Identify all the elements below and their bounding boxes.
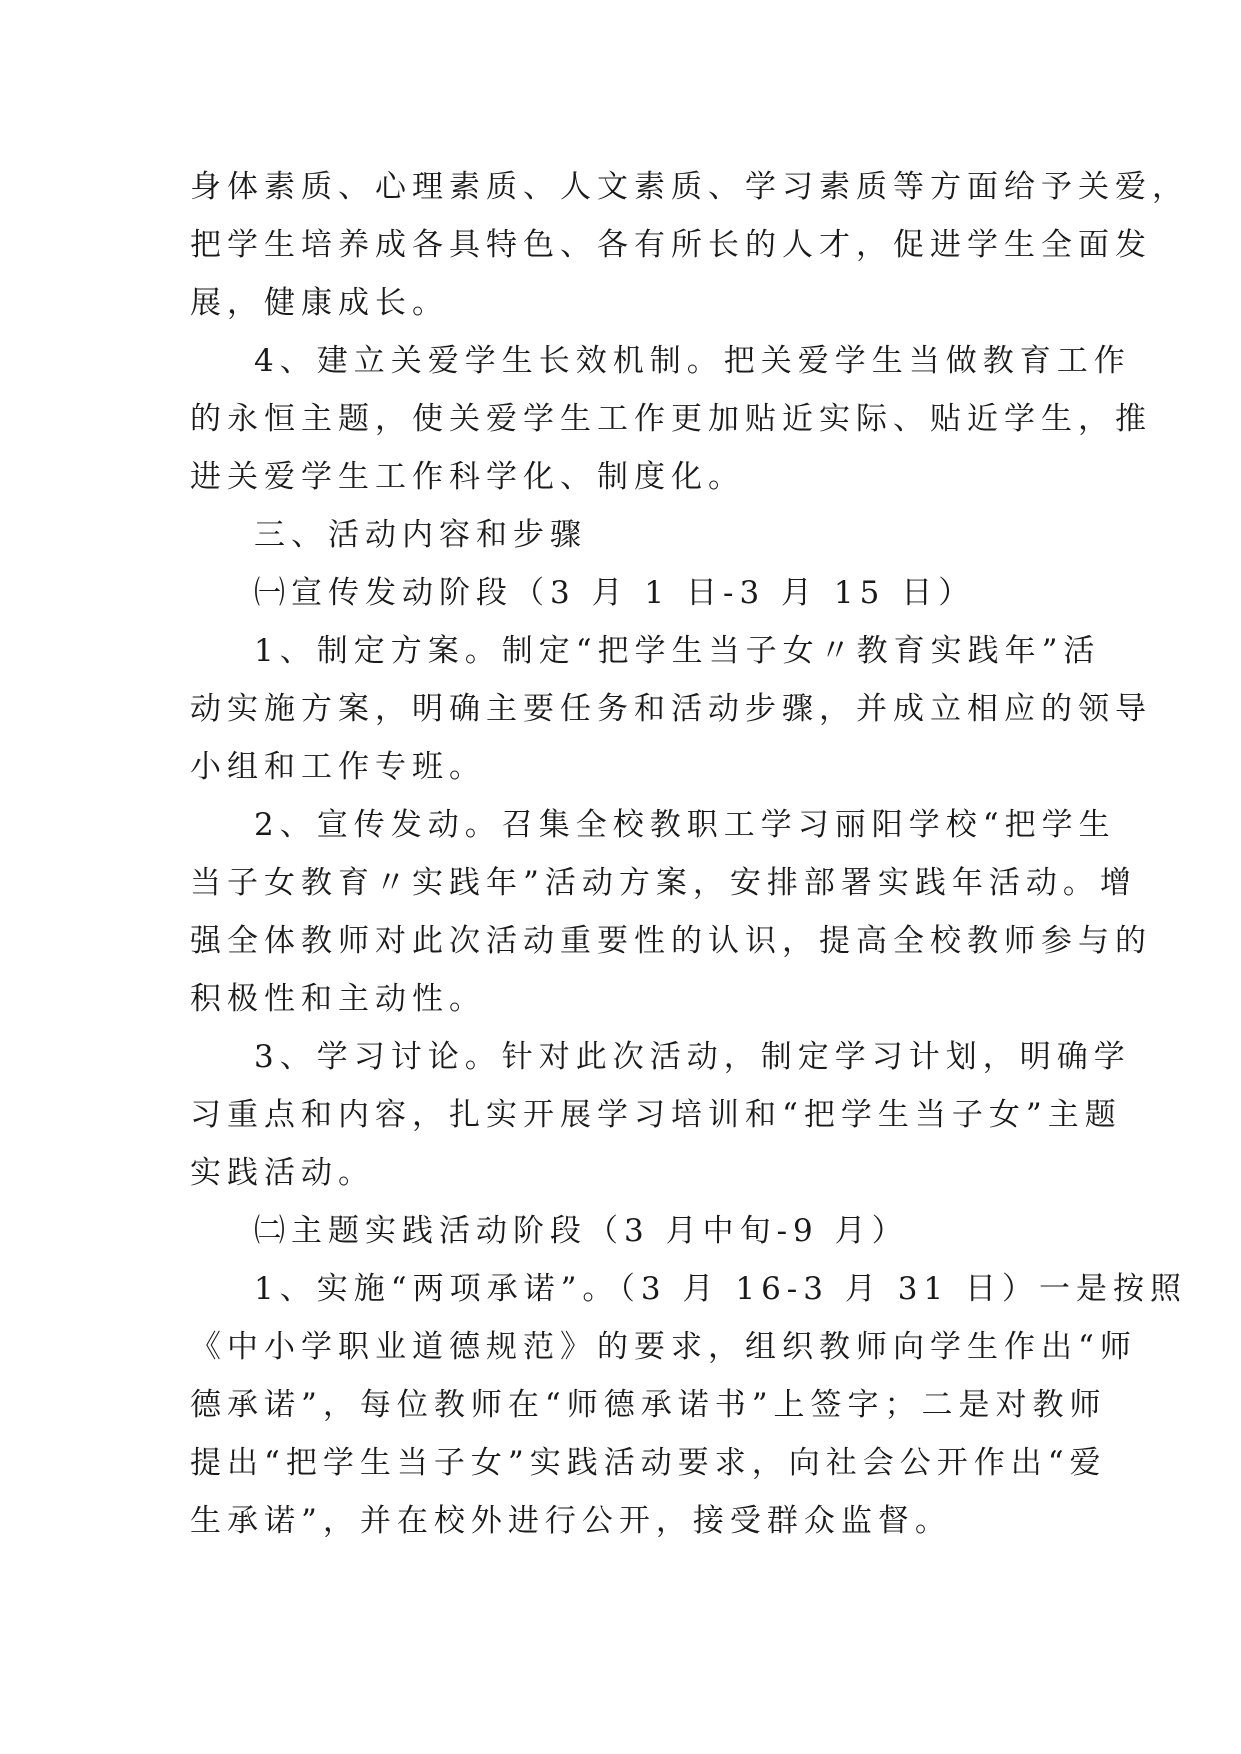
text-line: 4、建立关爱学生长效机制。把关爱学生当做教育工作 bbox=[254, 343, 1131, 379]
section-heading: 三、活动内容和步骤 bbox=[254, 517, 587, 553]
text-line: 进关爱学生工作科学化、制度化。 bbox=[190, 459, 745, 495]
text-line: 当子女教育〃实践年”活动方案，安排部署实践年活动。增 bbox=[190, 865, 1137, 901]
text-line: 《中小学职业道德规范》的要求，组织教师向学生作出“师 bbox=[190, 1329, 1137, 1365]
text-line: 3、学习讨论。针对此次活动，制定学习计划，明确学 bbox=[254, 1039, 1131, 1075]
text-line: 习重点和内容，扎实开展学习培训和“把学生当子女”主题 bbox=[190, 1097, 1122, 1133]
text-line: 展，健康成长。 bbox=[190, 285, 449, 321]
text-line: 身体素质、心理素质、人文素质、学习素质等方面给予关爱， bbox=[190, 169, 1189, 205]
subsection-heading: ㈡主题实践活动阶段（3 月中旬-9 月） bbox=[254, 1213, 909, 1249]
text-line: 德承诺”，每位教师在“师德承诺书”上签字；二是对教师 bbox=[190, 1387, 1107, 1423]
text-line: 实践活动。 bbox=[190, 1155, 375, 1191]
body-text bbox=[190, 158, 1189, 1550]
text-line: 的永恒主题，使关爱学生工作更加贴近实际、贴近学生，推 bbox=[190, 401, 1152, 437]
text-line: 动实施方案，明确主要任务和活动步骤，并成立相应的领导 bbox=[190, 691, 1152, 727]
text-line: 积极性和主动性。 bbox=[190, 981, 486, 1017]
text-line: 强全体教师对此次活动重要性的认识，提高全校教师参与的 bbox=[190, 923, 1152, 959]
subsection-heading: ㈠宣传发动阶段（3 月 1 日-3 月 15 日） bbox=[254, 575, 976, 611]
text-line: 把学生培养成各具特色、各有所长的人才，促进学生全面发 bbox=[190, 227, 1152, 263]
text-line: 1、制定方案。制定“把学生当子女〃教育实践年”活 bbox=[254, 633, 1101, 669]
text-line: 小组和工作专班。 bbox=[190, 749, 486, 785]
text-line: 2、宣传发动。召集全校教职工学习丽阳学校“把学生 bbox=[254, 807, 1116, 843]
text-line: 1、实施“两项承诺”。（3 月 16-3 月 31 日）一是按照 bbox=[254, 1271, 1188, 1307]
text-line: 提出“把学生当子女”实践活动要求，向社会公开作出“爱 bbox=[190, 1445, 1107, 1481]
text-line: 生承诺”，并在校外进行公开，接受群众监督。 bbox=[190, 1503, 952, 1539]
